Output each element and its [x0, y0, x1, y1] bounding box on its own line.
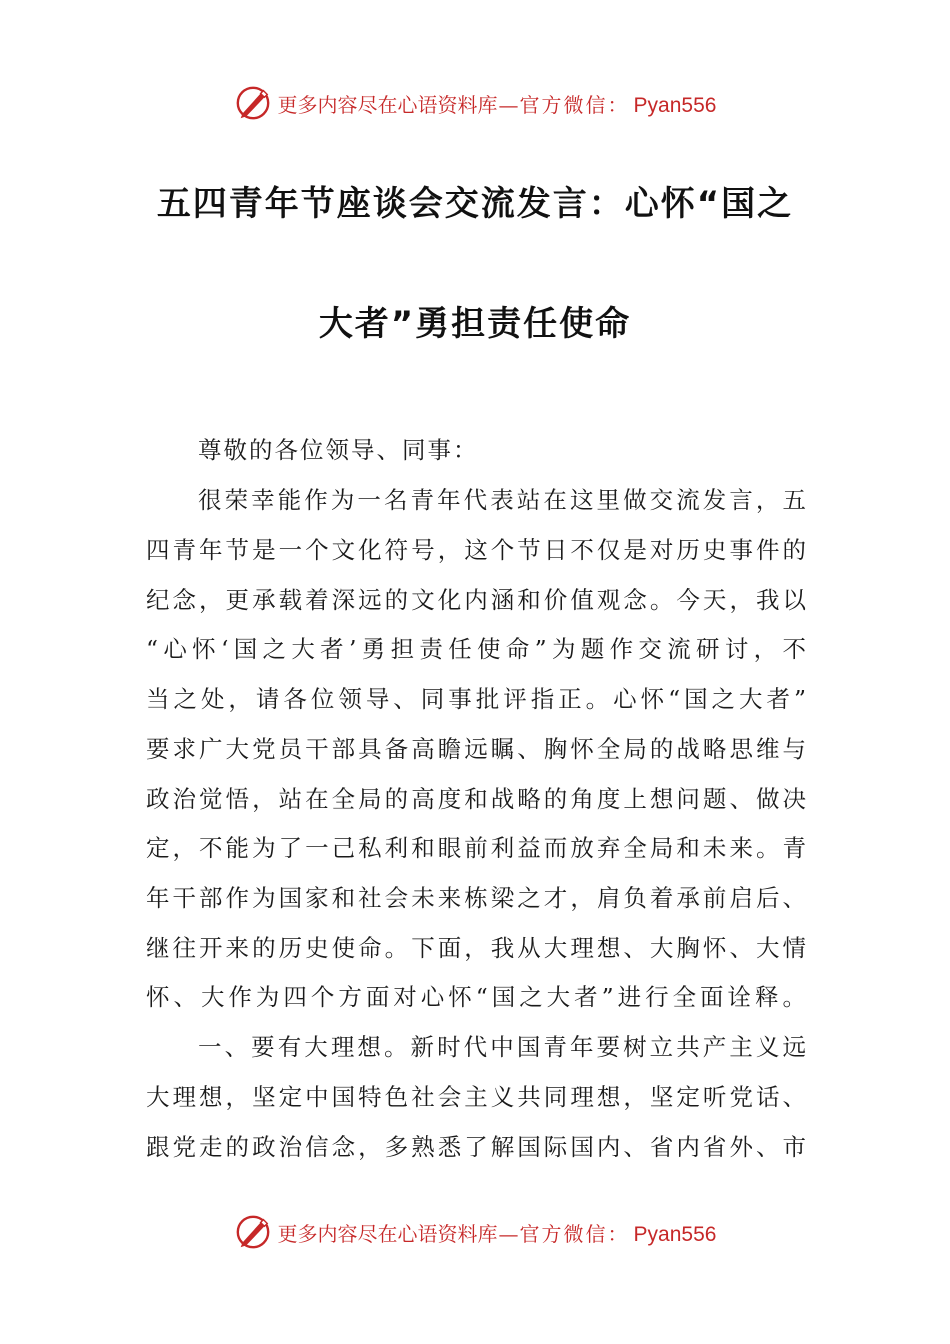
body-line: 很荣幸能作为一名青年代表站在这里做交流发言，五 — [198, 486, 806, 514]
body-line: 要求广大党员干部具备高瞻远瞩、胸怀全局的战略思维与 — [146, 735, 806, 763]
body-line: 大理想，坚定中国特色社会主义共同理想，坚定听党话、 — [146, 1083, 806, 1111]
body-line-salutation: 尊敬的各位领导、同事： — [198, 436, 479, 464]
body-line: “心怀‘国之大者’勇担责任使命”为题作交流研讨，不 — [146, 635, 806, 663]
watermark-wechat-id: Pyan556 — [633, 93, 717, 117]
body-line: 继往开来的历史使命。下面，我从大理想、大胸怀、大情 — [146, 934, 806, 962]
body-line: 年干部作为国家和社会未来栋梁之才，肩负着承前启后、 — [146, 884, 806, 912]
body-line: 政治觉悟，站在全局的高度和战略的角度上想问题、做决 — [146, 785, 806, 813]
watermark-text: 更多内容尽在心语资料库 — [277, 1221, 498, 1246]
body-line: 跟党走的政治信念，多熟悉了解国际国内、省内省外、市 — [146, 1133, 806, 1161]
pen-logo-icon — [234, 84, 272, 122]
body-line: 纪念，更承载着深远的文化内涵和价值观念。今天，我以 — [146, 586, 806, 614]
watermark-dash: — — [498, 92, 519, 117]
document-title-line-2: 大者”勇担责任使命 — [318, 304, 632, 344]
body-line-section-heading: 一、要有大理想。新时代中国青年要树立共产主义远 — [198, 1033, 806, 1061]
body-line: 四青年节是一个文化符号，这个节日不仅是对历史事件的 — [146, 536, 806, 564]
pen-logo-icon — [234, 1213, 272, 1251]
body-line: 怀、大作为四个方面对心怀“国之大者”进行全面诠释。 — [146, 983, 806, 1011]
body-line: 定，不能为了一己私利和眼前利益而放弃全局和未来。青 — [146, 834, 806, 862]
watermark-header — [0, 83, 950, 123]
watermark-wechat-id: Pyan556 — [633, 1222, 717, 1246]
watermark-label: 官方微信： — [519, 1221, 630, 1246]
watermark-label: 官方微信： — [519, 92, 630, 117]
body-line: 当之处，请各位领导、同事批评指正。心怀“国之大者” — [146, 685, 806, 713]
watermark-dash: — — [498, 1221, 519, 1246]
watermark-footer — [0, 1212, 950, 1252]
watermark-text: 更多内容尽在心语资料库 — [277, 92, 498, 117]
document-title-line-1: 五四青年节座谈会交流发言：心怀“国之 — [156, 184, 794, 224]
